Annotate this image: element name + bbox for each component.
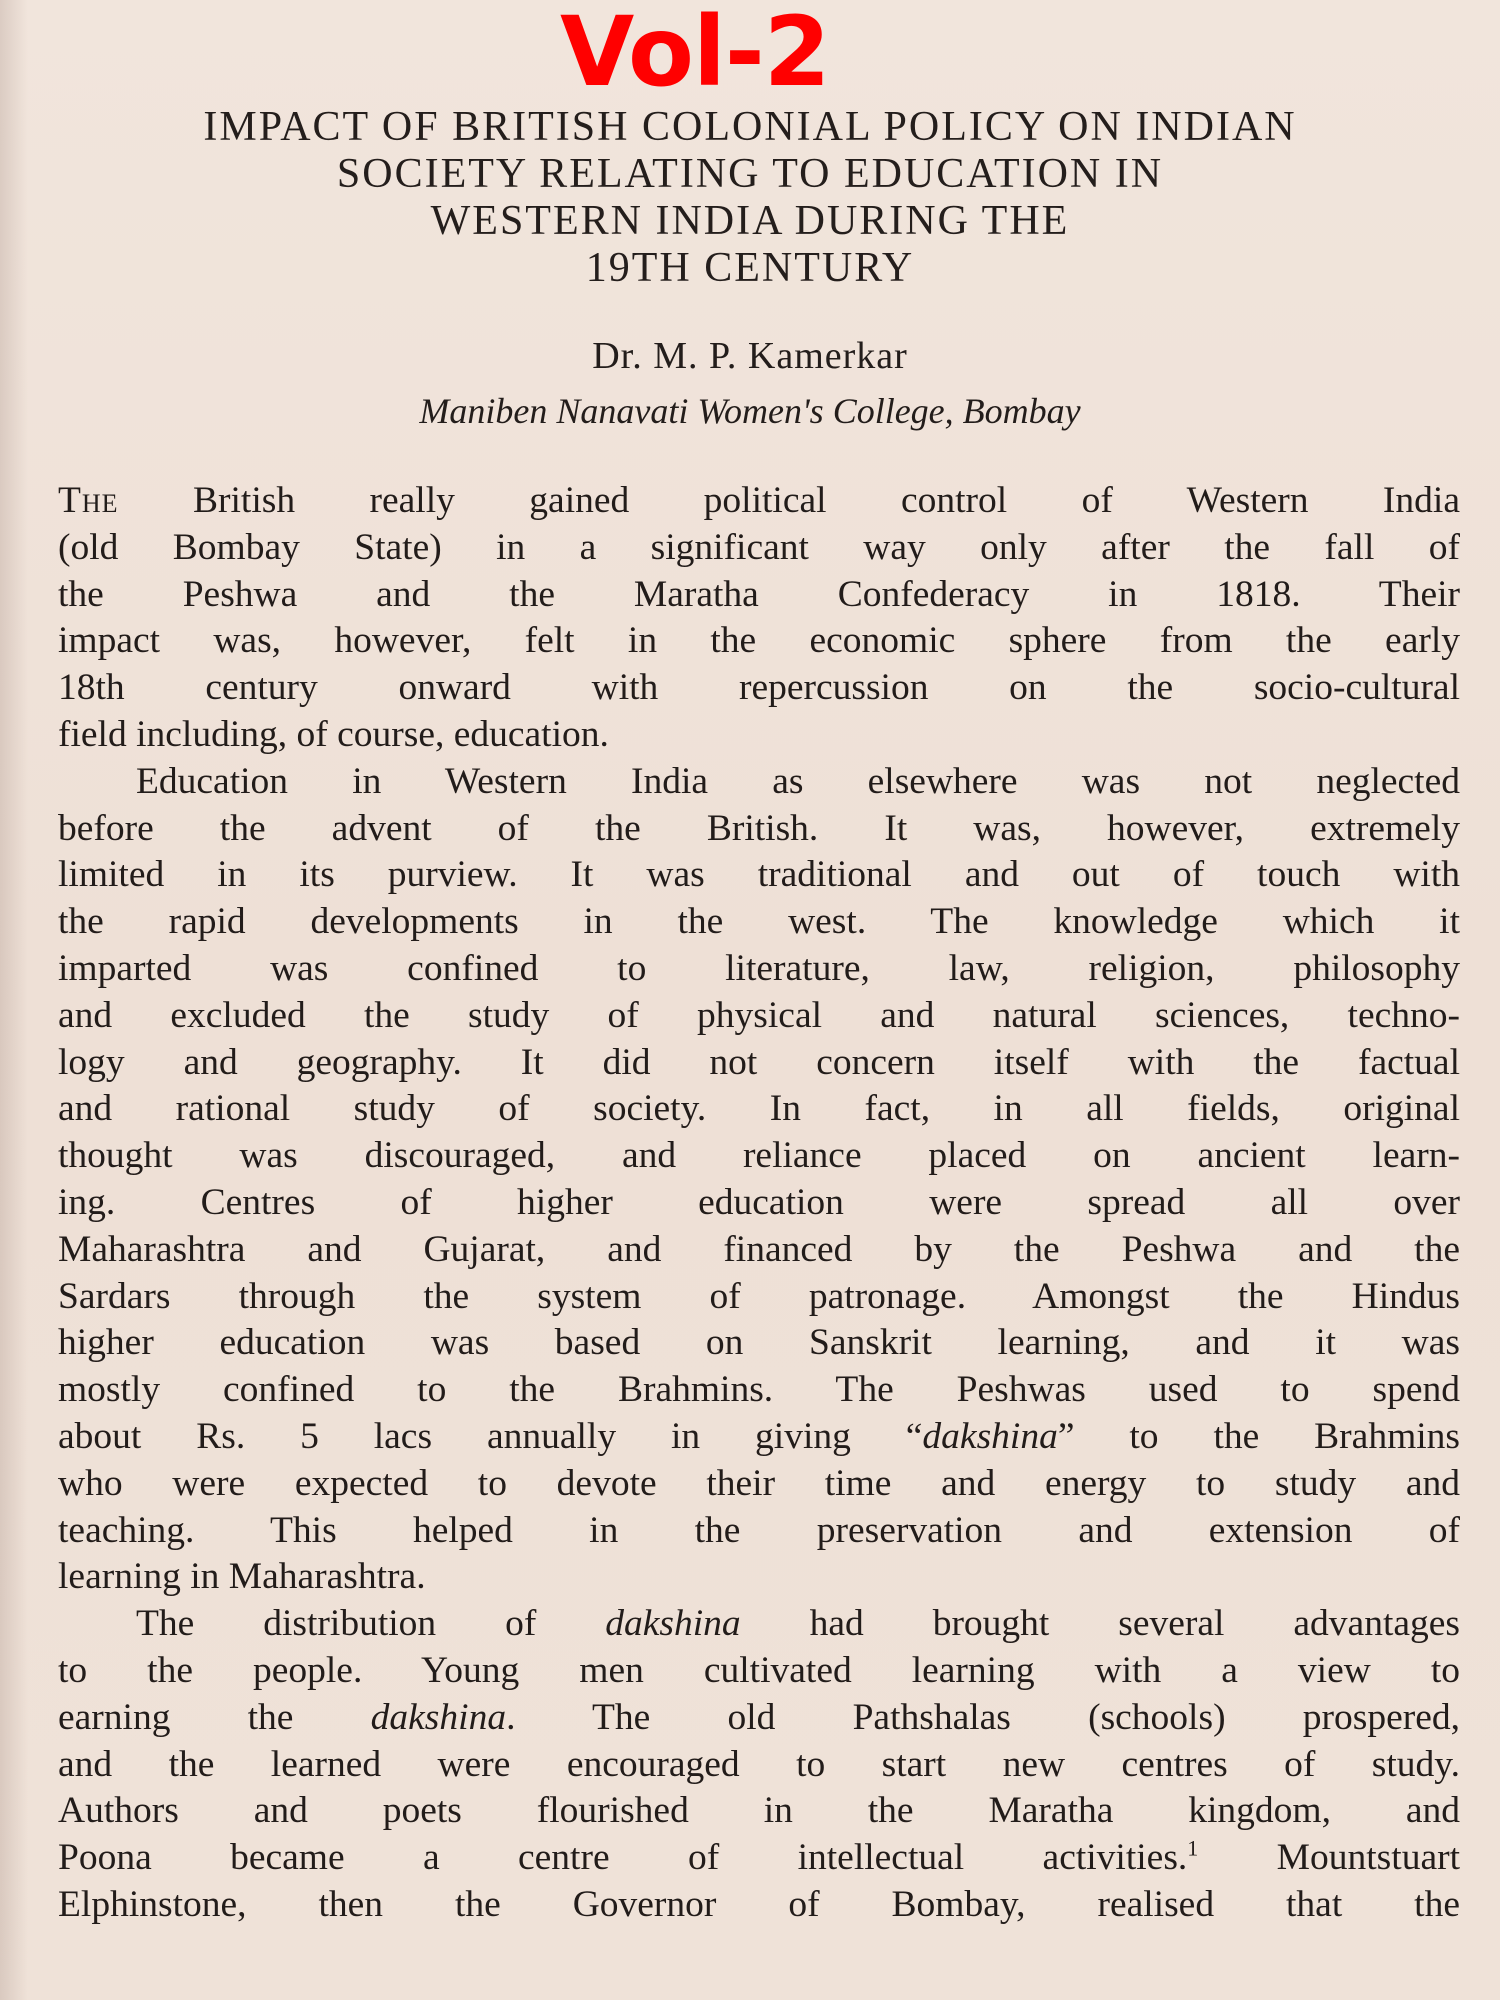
text-line: Maharashtra and Gujarat, and financed by the Peshwa and the [58,1228,1460,1270]
title-line: SOCIETY RELATING TO EDUCATION IN [336,151,1164,197]
text-line: and rational study of society. In fact, in all fields, original [58,1088,1460,1130]
title-line: WESTERN INDIA DURING THE [430,198,1070,244]
text-line: imparted was confined to literature, law, religion, philosophy [58,947,1460,989]
text-line: higher education was based on Sanskrit learning, and it was [58,1322,1460,1364]
text-line: Authors and poets flourished in the Maratha kingdom, and [58,1790,1460,1832]
paragraph [58,1601,1460,1929]
title-line: IMPACT OF BRITISH COLONIAL POLICY ON INDIAN [203,104,1297,150]
text-line: Elphinstone, then the Governor of Bombay, realised that the [58,1883,1460,1925]
text-line: to the people. Young men cultivated learning with a view to [58,1649,1460,1691]
text-line: about Rs. 5 lacs annually in giving “dakshina” to the Brahmins [58,1415,1460,1457]
text-line: Sardars through the system of patronage. Amongst the Hindus [58,1275,1460,1317]
text-line: Education in Western India as elsewhere was not neglected [136,760,1460,802]
text-line: logy and geography. It did not concern itself with the factual [58,1041,1460,1083]
paragraph [58,478,1460,759]
volume-label: Vol-2 [560,0,830,108]
article-body [58,478,1460,1929]
text-line: limited in its purview. It was traditional and out of touch with [58,854,1460,896]
text-line: Poona became a centre of intellectual activities.$^1$ Mountstuart [58,1835,1460,1879]
italic-term: dakshina [370,1696,507,1738]
italic-term: dakshina [922,1415,1058,1457]
text-line: impact was, however, felt in the economic sphere from the early [58,620,1460,662]
text-line: before the advent of the British. It was, however, extremely [58,807,1460,849]
footnote-marker: 1 [1187,1835,1199,1861]
text-line: the rapid developments in the west. The knowledge which it [58,901,1460,943]
lead-word: The [58,480,119,521]
text-line: the Peshwa and the Maratha Confederacy in 1818. Their [58,573,1460,615]
author-name: Dr. M. P. Kamerkar [592,335,908,377]
text-line: learning in Maharashtra. [58,1556,426,1598]
text-line: The distribution of dakshina had brought several advantages [136,1603,1460,1645]
text-line: and excluded the study of physical and natural sciences, techno- [58,994,1460,1036]
italic-term: dakshina [605,1603,741,1645]
paragraph [58,759,1460,1601]
text-line: earning the dakshina. The old Pathshalas (schools) prospered, [58,1696,1460,1738]
text-line: 18th century onward with repercussion on the socio-cultural [58,667,1460,709]
article-title [40,104,1460,292]
text-line: and the learned were encouraged to start new centres of study. [58,1743,1460,1785]
text-line: mostly confined to the Brahmins. The Peshwas used to spend [58,1369,1460,1411]
text-line: teaching. This helped in the preservation and extension of [58,1509,1460,1551]
text-line: who were expected to devote their time and energy to study and [58,1462,1460,1504]
title-line: 19TH CENTURY [585,245,915,291]
page-edge-shadow [0,0,28,2000]
text-line: The British really gained political control of Western India [58,480,1460,521]
text-line: (old Bombay State) in a significant way only after the fall of [58,526,1460,568]
text-line: field including, of course, education. [58,713,609,755]
text-line: thought was discouraged, and reliance placed on ancient learn- [58,1135,1460,1177]
text-line: ing. Centres of higher education were spread all over [58,1181,1460,1223]
author-affiliation: Maniben Nanavati Women's College, Bombay [419,391,1081,431]
